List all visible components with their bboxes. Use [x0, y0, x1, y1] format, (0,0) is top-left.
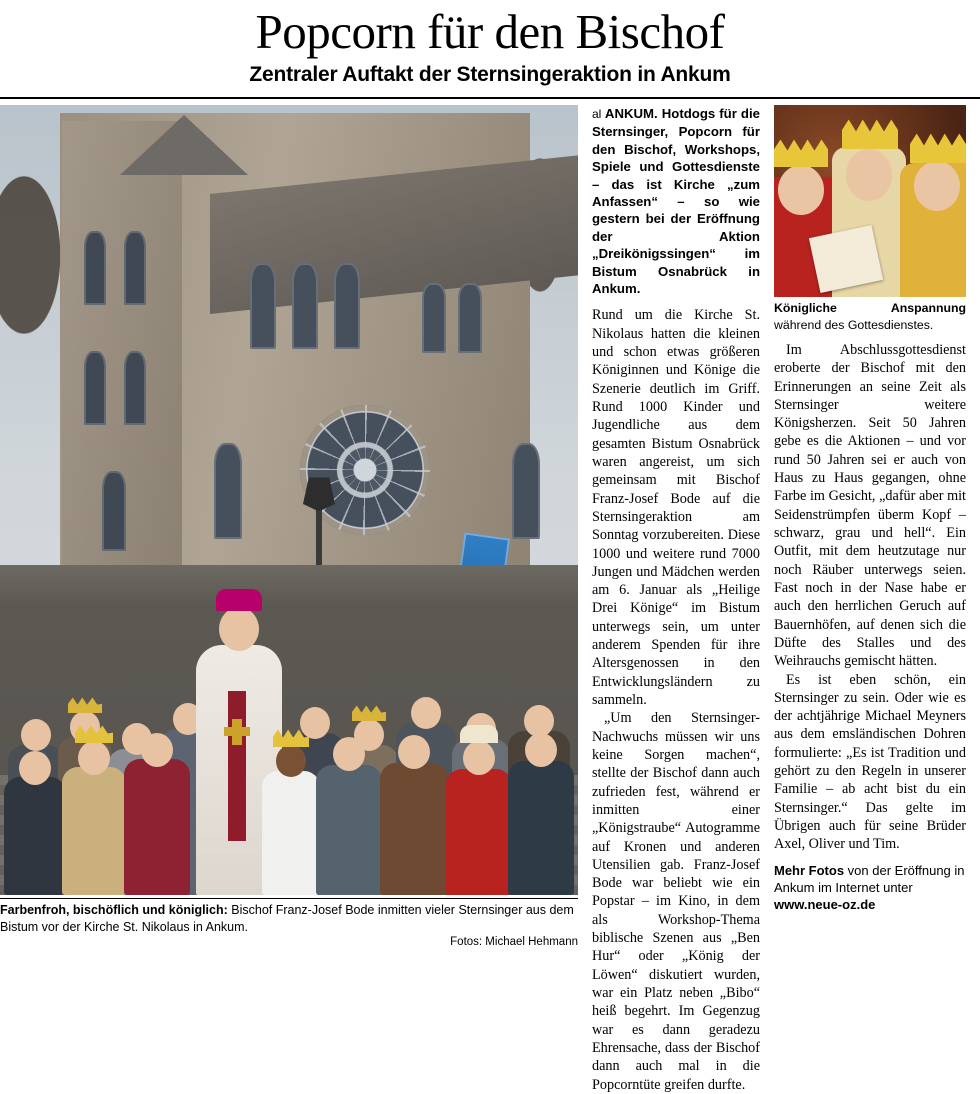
- more-photos-note: [774, 862, 966, 913]
- website-url[interactable]: www.neue-oz.de: [774, 896, 876, 912]
- person: [316, 765, 382, 895]
- window-icon: [124, 231, 146, 305]
- article-body: [0, 105, 980, 1093]
- lead-text: Hotdogs für die Sternsinger, Popcorn für den Bischof, Workshops, Spiele und Gottesdienste – das ist Kirche „zum Anfassen“ – so wie gestern bei der Eröffnung der Aktion „Dreikönigssingen“ im Bistum Osnabrück in Ankum.: [592, 106, 760, 297]
- dateline: ANKUM.: [604, 106, 658, 122]
- body-text-middle: [592, 306, 760, 1093]
- window-icon: [250, 263, 276, 349]
- small-photo-caption: [774, 297, 966, 332]
- more-photos-text: von der Eröffnung in Ankum im Internet unter: [774, 862, 965, 895]
- person: [124, 759, 190, 895]
- tower-roof: [120, 115, 248, 175]
- body-text-right: [774, 341, 966, 854]
- small-photo: [774, 105, 966, 297]
- paragraph: Rund um die Kirche St. Nikolaus hatten die kleinen und schon etwas größeren Königinnen und Könige die Szenerie deutlich im Griff. Rund 1000 Kinder und Jugendliche aus dem gesamten Bistum Osnabrück waren angereist, um sich gemeinsam mit Bischof Franz-Josef Bode auf die Sternsingeraktion am Sonntag vorzubereiten. Diese 1000 und weitere rund 7000 Jungen und Mädchen werden am 6. Januar als „Heilige Drei Könige“ im Bistum unterwegs sein, um unter anderem Spenden für ihre Altersgenossen in den Entwicklungsländern zu sammeln.: [592, 307, 760, 709]
- right-column: [760, 105, 966, 913]
- window-icon: [422, 283, 446, 353]
- author-initials: al: [592, 107, 602, 122]
- caption-credit-row: [0, 936, 578, 948]
- paragraph: Im Abschlussgottesdienst eroberte der Bischof mit den Erinnerungen an seine Zeit als Sternsinger weitere Königsherzen. Seit 50 Jahren gebe es die Aktionen – und vor rund 50 Jahren sei er auch von Haus zu Haus gegangen, ohne Farbe im Gesicht, „dafür aber mit Seidenstrümpfen überm Kopf – schwarz, grau und hell“. Ein Outfit, mit dem heutzutage nur noch Räuber unterwegs seien. Fast noch in der Nase habe er auch den herrlichen Geruch auf Bauernhöfen, auf denen sich die Düfte des Stalles und des Weihrauchs gemischt hätten.: [774, 341, 966, 670]
- page-title: Popcorn für den Bischof: [255, 4, 725, 59]
- person: [62, 767, 126, 895]
- person: [262, 771, 320, 895]
- person: [4, 777, 66, 895]
- photo-credit: Fotos: Michael Hehmann: [450, 936, 578, 949]
- pectoral-cross-icon: [232, 719, 242, 745]
- person: [508, 761, 574, 895]
- window-icon: [84, 351, 106, 425]
- window-icon: [292, 263, 318, 349]
- subheadline: Zentraler Auftakt der Sternsingeraktion in Ankum: [249, 63, 731, 87]
- window-icon: [334, 263, 360, 349]
- caption-text: Bischof Franz-Josef Bode inmitten vieler Sternsinger aus dem Bistum vor der Kirche St. Nikolaus in Ankum.: [0, 903, 574, 935]
- window-icon: [214, 443, 242, 539]
- header-divider: [0, 97, 980, 99]
- window-icon: [102, 471, 126, 551]
- main-photo: [0, 105, 578, 895]
- window-icon: [512, 443, 540, 539]
- caption-lead-in-left: Königliche: [774, 301, 837, 316]
- headline-block: [0, 0, 980, 87]
- caption-lead-in-row: [774, 300, 966, 316]
- main-photo-caption: [0, 899, 578, 936]
- person: [380, 763, 448, 895]
- lead-paragraph: [592, 105, 760, 297]
- caption-lead-in: Farbenfroh, bischöflich und königlich:: [0, 903, 228, 918]
- person: [446, 769, 512, 895]
- paragraph: Es ist eben schön, ein Sternsinger zu sein. Oder wie es der achtjährige Michael Meyners aus dem emsländischen Dohren formulierte: „Es ist Tradition und gehört zu den Regeln in unserer Familie – ab acht bist du ein Sternsinger.“ Das gelte im Übrigen auch für seine Brüder Axel, Oliver und Tim.: [774, 671, 966, 853]
- window-icon: [124, 351, 146, 425]
- bishop-sash: [228, 691, 246, 841]
- paragraph: „Um den Sternsinger-Nachwuchs müssen wir uns keine Sorgen machen“, stellte der Bischof dann auch zufrieden fest, während er inmitten einer „Königstraube“ Autogramme auf Kronen und anderen Utensilien gab. Franz-Josef Bode war beliebt wie ein Popstar – im Kino, in dem als Workshop-Thema biblische Szenen aus „Ben Hur“ oder „König der Löwen“ diskutiert wurden, war ein Platz neben „Bibo“ heiß begehrt. Im Gegenzug war es dann geradezu Ehrensache, dass der Bischof dann auch mal in die Popcorntüte greifen durfte.: [592, 710, 760, 1093]
- main-photo-column: [0, 105, 578, 948]
- window-icon: [458, 283, 482, 353]
- caption-text: während des Gottesdienstes.: [774, 317, 934, 332]
- text-column: [578, 105, 760, 1093]
- window-icon: [84, 231, 106, 305]
- crowd-of-children: [0, 565, 578, 895]
- church-tower: [62, 121, 182, 591]
- caption-lead-in-right: Anspannung: [890, 301, 966, 316]
- more-photos-label: Mehr Fotos: [774, 862, 845, 878]
